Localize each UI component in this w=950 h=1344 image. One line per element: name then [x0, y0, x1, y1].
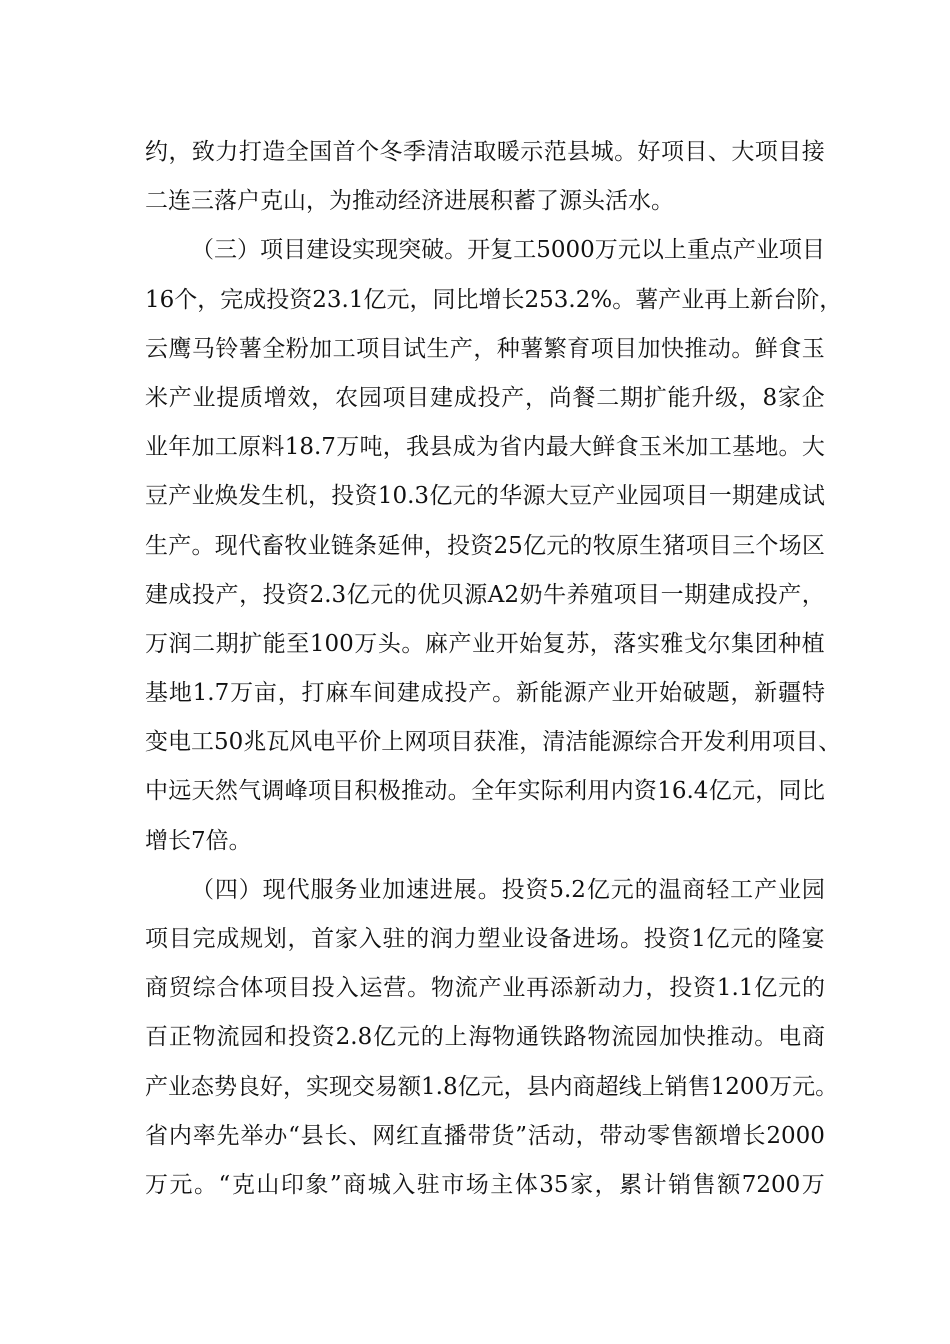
- text-line: 约 ， 致 力 打 造 全 国 首 个 冬 季 清 洁 取 暖 示 范 县 城 。 好 项 目 、 大 项 目 接: [145, 139, 825, 165]
- text-line: 百 正 物 流 园 和 投 资 2.8 亿 元 的 上 海 物 通 铁 路 物 流 园 加 快 推 动 。 电 商: [145, 1024, 825, 1051]
- text-line: 变 电 工 50 兆 瓦 风 电 平 价 上 网 项 目 获 准 ， 清 洁 能 源 综 合 开 发 利 用 项 目 、: [145, 729, 842, 756]
- text-line: 产 业 态 势 良 好 ， 实 现 交 易 额 1.8 亿 元 ， 县 内 商 超 线 上 销 售 1200 万 元 。: [145, 1073, 839, 1100]
- text-line: 生 产 。 现 代 畜 牧 业 链 条 延 伸 ， 投 资 25 亿 元 的 牧 原 生 猪 项 目 三 个 场 区: [145, 532, 825, 559]
- text-line: 豆 产 业 焕 发 生 机 ， 投 资 10.3 亿 元 的 华 源 大 豆 产 业 园 项 目 一 期 建 成 试: [145, 483, 825, 510]
- body-text: [145, 128, 843, 1210]
- text-line: 省 内 率 先 举 办 “ 县 长 、 网 红 直 播 带 货 ” 活 动 ， 带 动 零 售 额 增 长 2000: [145, 1122, 825, 1149]
- text-line: （ 三 ） 项 目 建 设 实 现 突 破 。 开 复 工 5000 万 元 以 上 重 点 产 业 项 目: [191, 237, 825, 264]
- text-line: （ 四 ） 现 代 服 务 业 加 速 进 展 。 投 资 5.2 亿 元 的 温 商 轻 工 产 业 园: [191, 876, 825, 903]
- text-line: 二连三落户克山，为推动经济进展积蓄了源头活水。: [145, 188, 674, 215]
- text-line: 中 远 天 然 气 调 峰 项 目 积 极 推 动 。 全 年 实 际 利 用 内 资 16.4 亿 元 ， 同 比: [145, 778, 825, 805]
- text-line: 万 元 。 “ 克 山 印 象 ” 商 城 入 驻 市 场 主 体 35 家 ， 累 计 销 售 额 7200 万: [145, 1171, 825, 1198]
- text-line: 建 成 投 产 ， 投 资 2.3 亿 元 的 优 贝 源 A2 奶 牛 养 殖 项 目 一 期 建 成 投 产 ，: [145, 581, 825, 608]
- text-line: 基 地 1.7 万 亩 ， 打 麻 车 间 建 成 投 产 。 新 能 源 产 业 开 始 破 题 ， 新 疆 特: [145, 680, 825, 707]
- text-line: 16 个 ， 完 成 投 资 23.1 亿 元 ， 同 比 增 长 253.2% 。 薯 产 业 再 上 新 台 阶 ，: [145, 286, 843, 313]
- text-line: 项 目 完 成 规 划 ， 首 家 入 驻 的 润 力 塑 业 设 备 进 场 。 投 资 1 亿 元 的 隆 宴: [145, 926, 825, 952]
- text-line: 万 润 二 期 扩 能 至 100 万 头 。 麻 产 业 开 始 复 苏 ， 落 实 雅 戈 尔 集 团 种 植: [145, 630, 825, 657]
- text-line: 米 产 业 提 质 增 效 ， 农 园 项 目 建 成 投 产 ， 尚 餐 二 期 扩 能 升 级 ， 8 家 企: [145, 384, 825, 411]
- text-line: 增长7倍。: [145, 827, 252, 854]
- text-line: 商 贸 综 合 体 项 目 投 入 运 营 。 物 流 产 业 再 添 新 动 力 ， 投 资 1.1 亿 元 的: [145, 975, 825, 1002]
- text-line: 业 年 加 工 原 料 18.7 万 吨 ， 我 县 成 为 省 内 最 大 鲜 食 玉 米 加 工 基 地 。 大: [145, 434, 825, 461]
- text-line: 云 鹰 马 铃 薯 全 粉 加 工 项 目 试 生 产 ， 种 薯 繁 育 项 目 加 快 推 动 。 鲜 食 玉: [145, 335, 825, 362]
